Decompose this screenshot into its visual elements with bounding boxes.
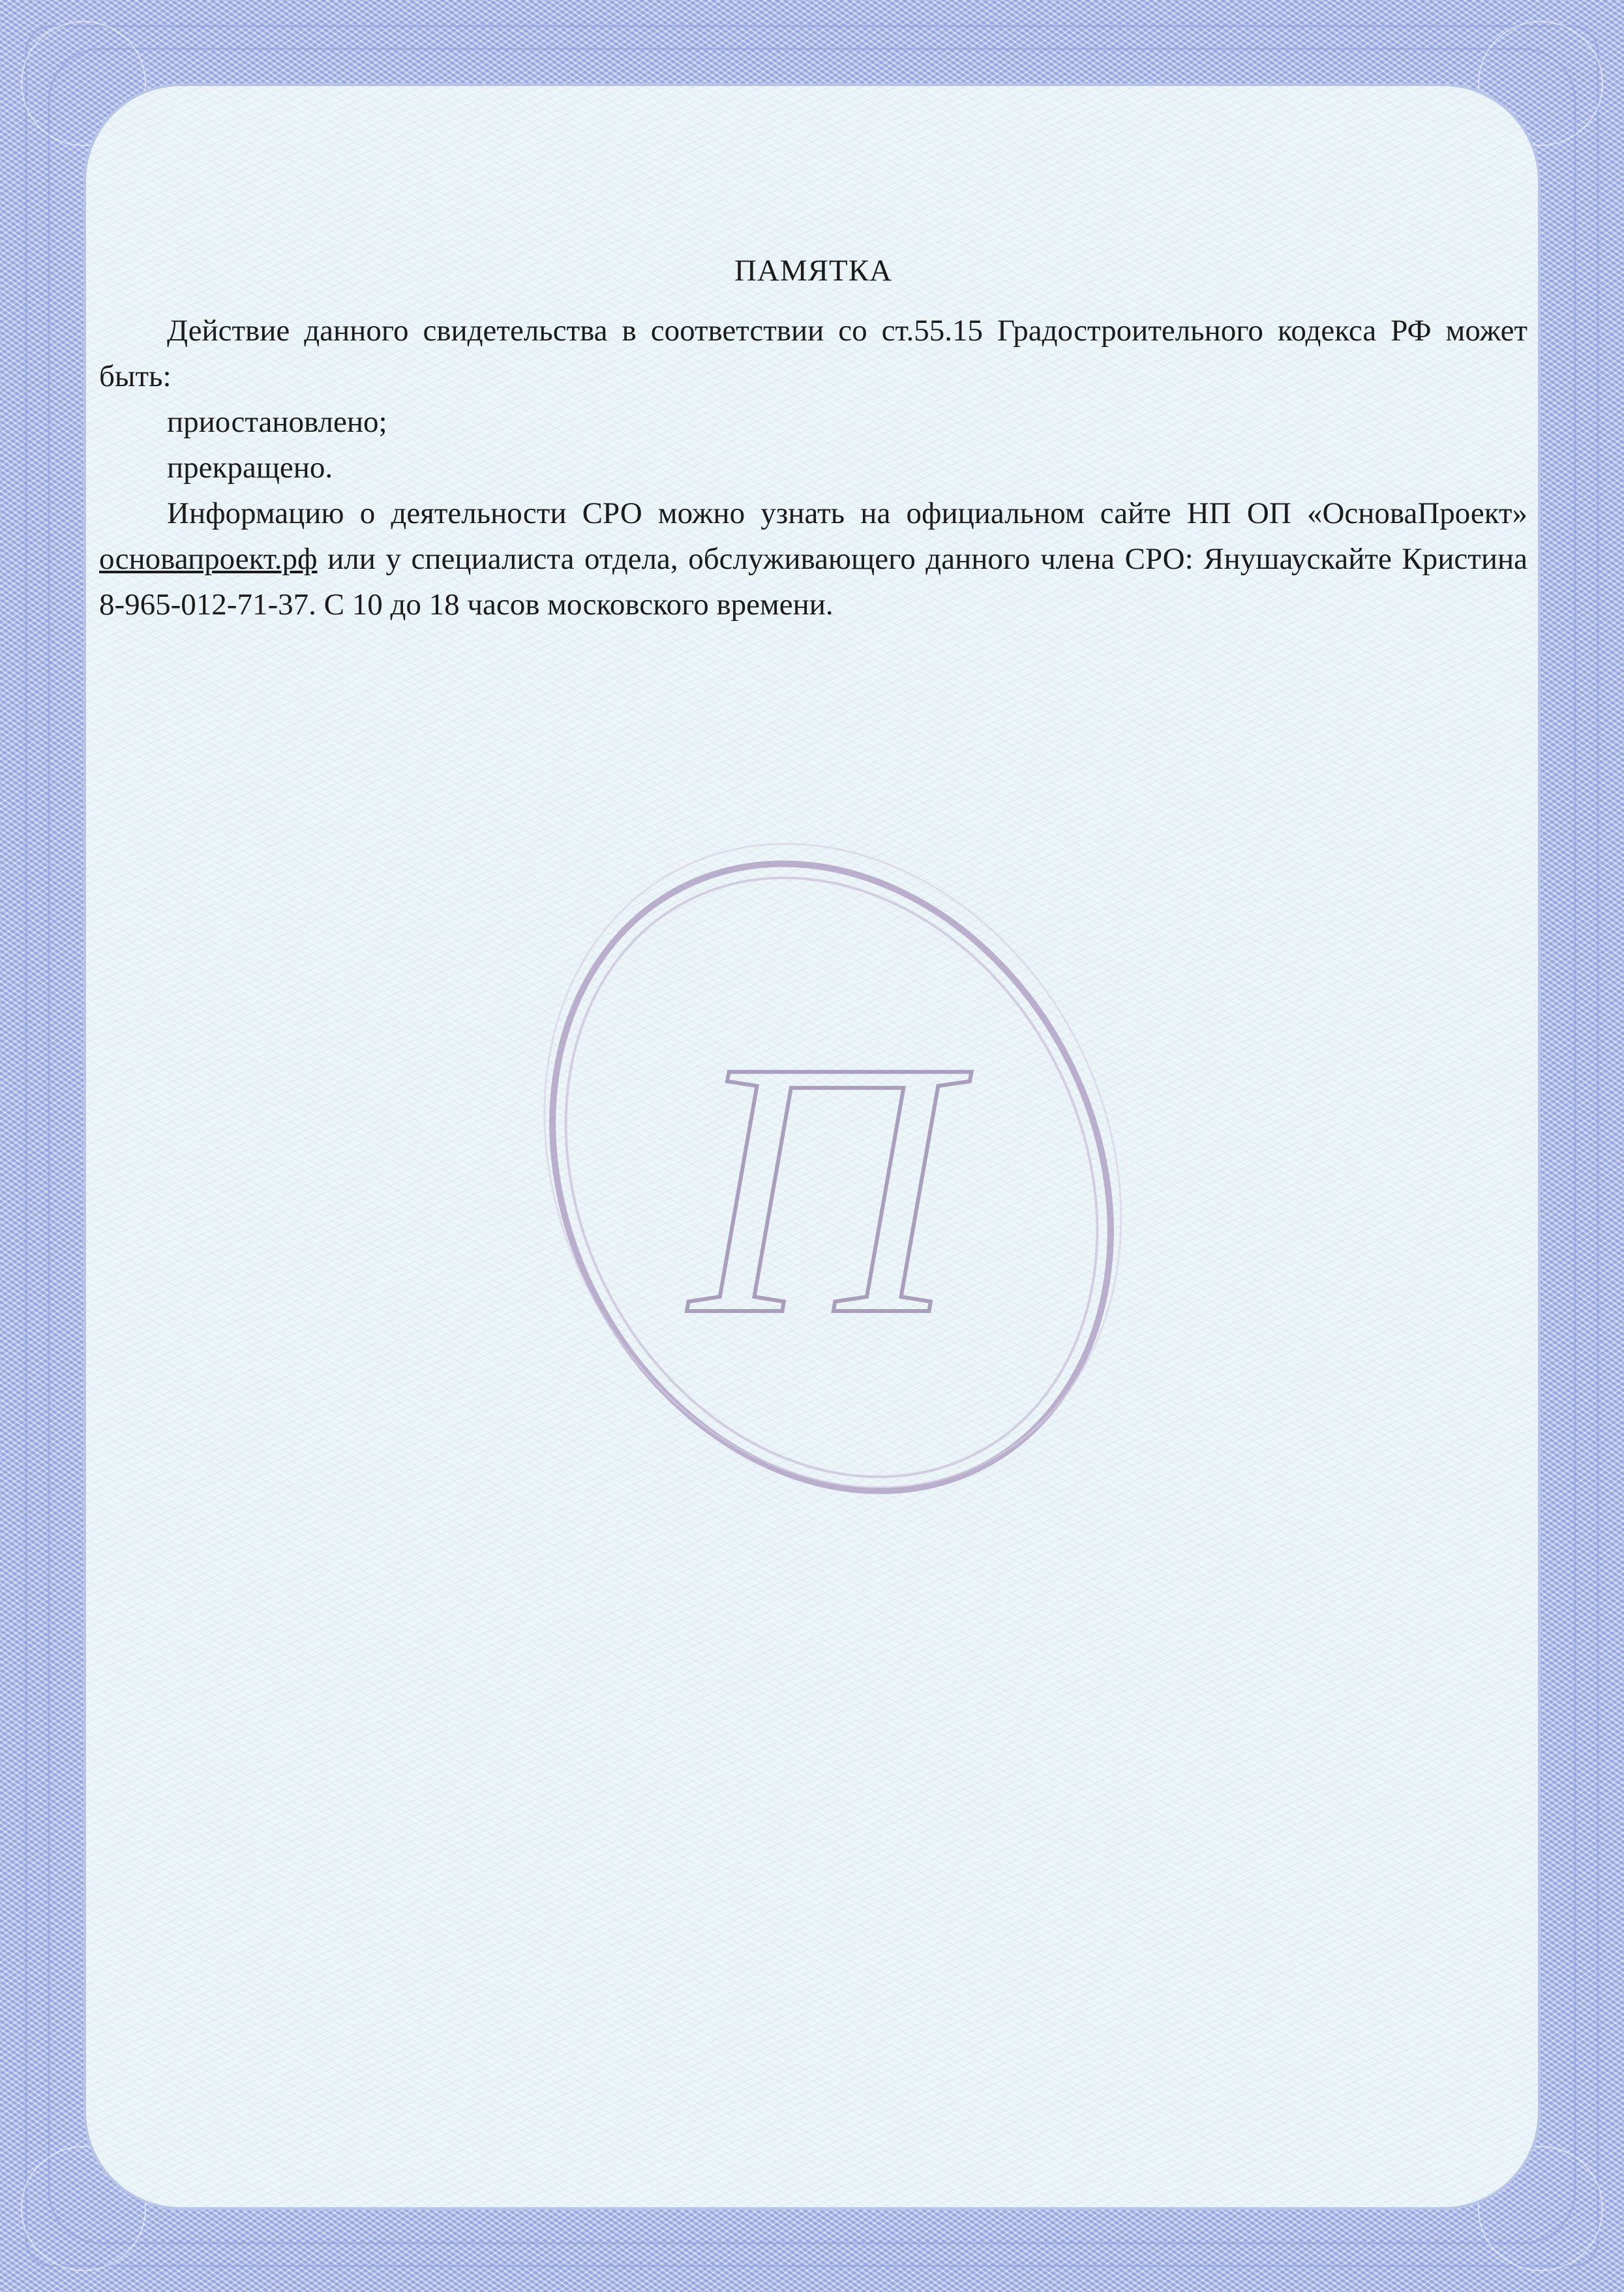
contact-text-end: или у специалиста отдела, обслуживающего данного члена СРО: Янушаускайте Кристина 8-965-012-71-37. С 10 до 18 часов московского времени. [99,542,1527,622]
document-body [99,248,1527,627]
list-item-suspended: приостановлено; [167,405,387,439]
website-link[interactable]: основапроект.рф [99,542,318,576]
page-title: ПАМЯТКА [734,254,893,288]
contact-text-start: Информацию о деятельности СРО можно узнать на официальном сайте НП ОП «ОсноваПроект» [167,496,1527,530]
seal-letter: П [689,986,954,1391]
embossed-p-seal-icon [457,802,1207,1552]
paragraph-contact [99,490,1527,627]
list-item-terminated: прекращено. [167,451,333,485]
paragraph-validity: Действие данного свидетельства в соответствии со ст.55.15 Градостроительного кодекса РФ может быть: [99,314,1527,393]
